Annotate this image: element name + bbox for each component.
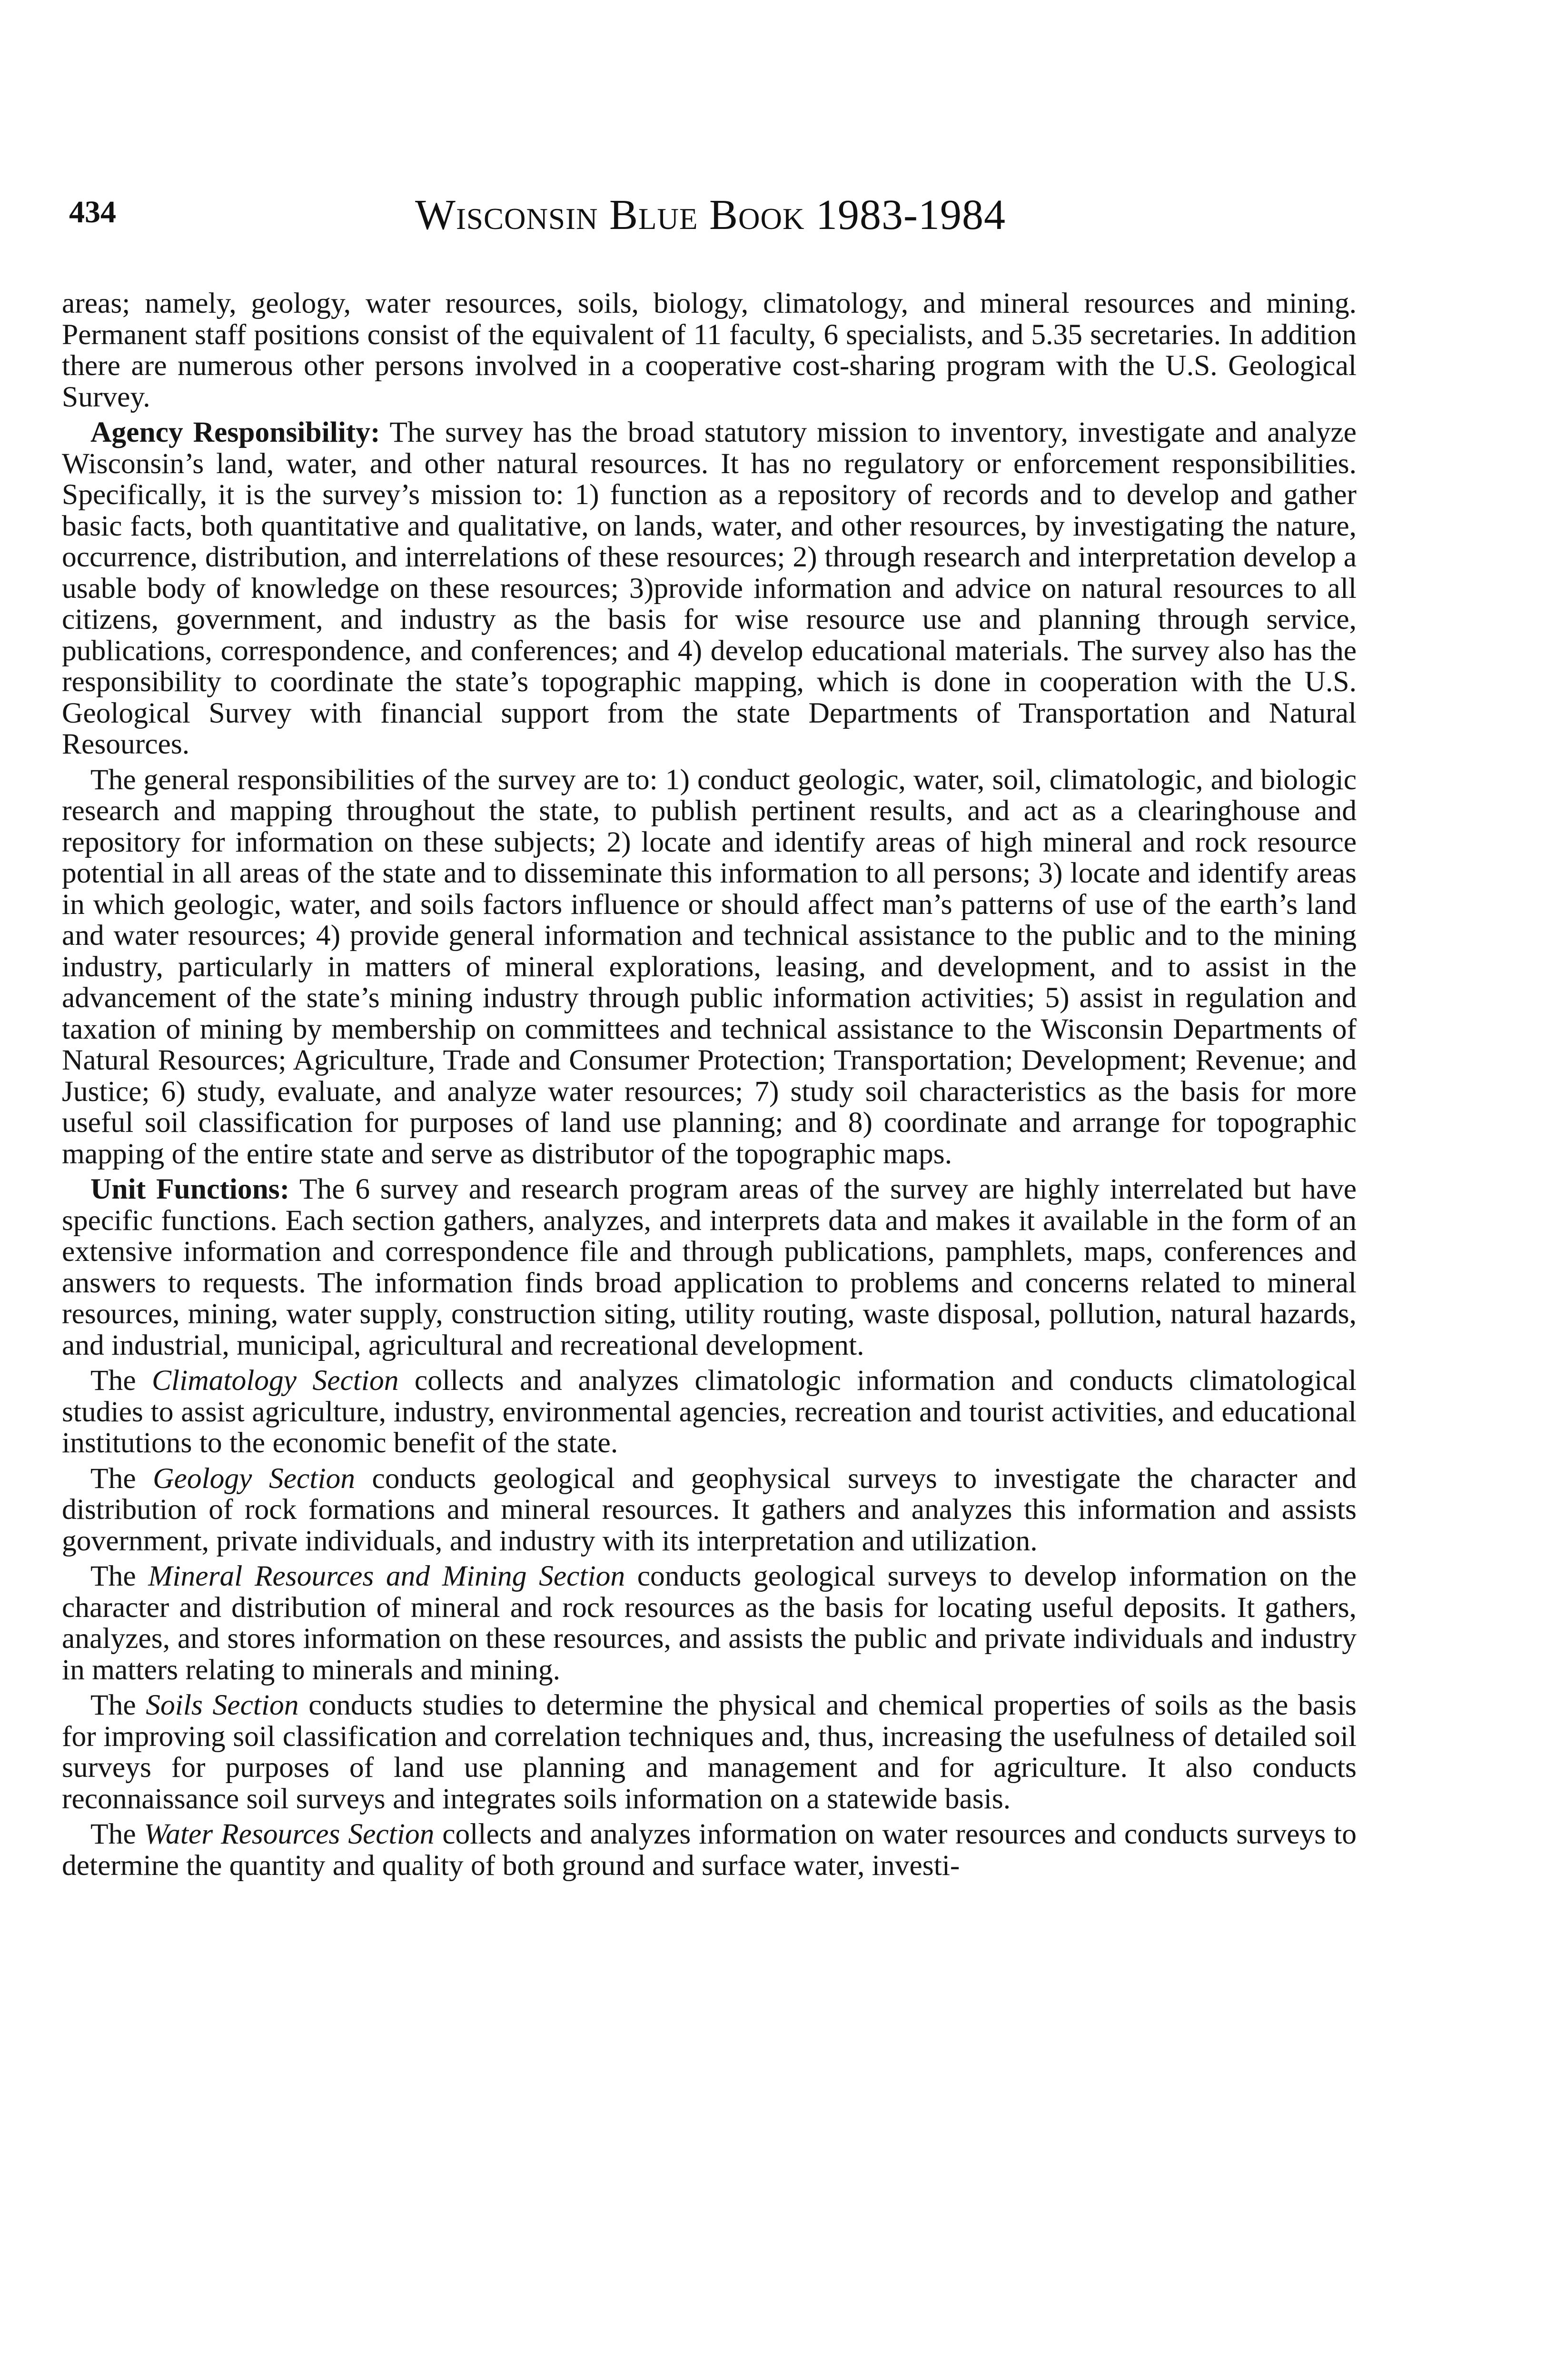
paragraph-text: collects and analyzes climatologic information and conducts climatological studies to assist agriculture, industry, environmental agencies, recreation and tourist activities, and educational institutions to the economic benefit of the state. [62,1364,1357,1459]
page-header [69,190,1354,243]
paragraph-text: The [90,1364,152,1397]
paragraph-staff [62,288,1357,413]
section-name: Mineral Resources and Mining Section [148,1560,625,1592]
paragraph-text: The [90,1462,153,1495]
paragraph-soils-section [62,1690,1357,1815]
paragraph-text: The survey has the broad statutory mission to inventory, investigate and analyze Wisconsin’s land, water, and other natural resources. It has no regulatory or enforcement responsibilities. Specifically, it is the survey’s mission to: 1) function as a repository of records and to develop and gather basic facts, both quantitative and qualitative, on lands, water, and other resources, by investigating the nature, occurrence, distribution, and interrelations of these resources; 2) through research and interpretation develop a usable body of knowledge on these resources; 3)provide information and advice on natural resources to all citizens, government, and industry as the basis for wise resource use and planning through service, publications, correspondence, and conferences; and 4) develop educational materials. The survey also has the responsibility to coordinate the state’s topographic mapping, which is done in cooperation with the U.S. Geological Survey with financial support from the state Departments of Transportation and Natural Resources. [62,416,1357,760]
page-number: 434 [69,195,116,229]
section-name: Water Resources Section [144,1818,435,1850]
paragraph-climatology-section [62,1365,1357,1459]
paragraph-lead-heading: Agency Responsibility: [90,416,380,448]
paragraph-lead-heading: Unit Functions: [90,1173,290,1205]
paragraph-text: conducts geological and geophysical surveys to investigate the character and distribution of rock formations and mineral resources. It gathers and analyzes this information and assists government, private individuals, and industry with its interpretation and utilization. [62,1462,1357,1557]
section-name: Geology Section [153,1462,356,1495]
paragraph-text: collects and analyzes information on water resources and conducts surveys to determine the quantity and quality of both ground and surface water, investi- [62,1818,1357,1882]
paragraph-text: conducts geological surveys to develop information on the character and distribution of mineral and rock resources as the basis for locating useful deposits. It gathers, analyzes, and stores information on these resources, and assists the public and private individuals and industry in matters relating to minerals and mining. [62,1560,1357,1686]
paragraph-text: The 6 survey and research program areas of the survey are highly interrelated but have specific functions. Each section gathers, analyzes, and interprets data and makes it available in the form of an extensive information and correspondence file and through publications, pamphlets, maps, conferences and answers to requests. The information finds broad application to problems and concerns related to mineral resources, mining, water supply, construction siting, utility routing, waste disposal, pollution, natural hazards, and industrial, municipal, agricultural and recreational development. [62,1173,1357,1361]
section-name: Climatology Section [152,1364,399,1397]
paragraph-text: The [90,1689,146,1721]
paragraph-water-resources-section [62,1819,1357,1881]
section-name: Soils Section [146,1689,299,1721]
paragraph-text: conducts studies to determine the physical and chemical properties of soils as the basis for improving soil classification and correlation techniques and, thus, increasing the usefulness of detailed soil surveys for purposes of land use planning and management and for agriculture. It also conducts reconnaissance soil surveys and integrates soils information on a statewide basis. [62,1689,1357,1815]
running-title: Wisconsin Blue Book 1983-1984 [415,191,1006,238]
paragraph-geology-section [62,1463,1357,1557]
paragraph-agency-responsibility [62,417,1357,760]
paragraph-unit-functions [62,1174,1357,1361]
paragraph-mineral-resources-section [62,1561,1357,1686]
body-text [62,288,1357,1885]
paragraph-text: The [90,1560,149,1592]
paragraph-text: The general responsibilities of the survey are to: 1) conduct geologic, water, soil, climatologic, and biologic research and mapping throughout the state, to publish pertinent results, and act as a clearinghouse and repository for information on these subjects; 2) locate and identify areas of high mineral and rock resource potential in all areas of the state and to disseminate this information to all persons; 3) locate and identify areas in which geologic, water, and soils factors influence or should affect man’s patterns of use of the earth’s land and water resources; 4) provide general information and technical assistance to the public and to the mining industry, particularly in matters of mineral explorations, leasing, and development, and to assist in the advancement of the state’s mining industry through public information activities; 5) assist in regulation and taxation of mining by membership on committees and technical assistance to the Wisconsin Departments of Natural Resources; Agriculture, Trade and Consumer Protection; Transportation; Development; Revenue; and Justice; 6) study, evaluate, and analyze water resources; 7) study soil characteristics as the basis for more useful soil classification for purposes of land use planning; and 8) coordinate and arrange for topographic mapping of the entire state and serve as distributor of the topographic maps. [62,763,1357,1170]
paragraph-text: areas; namely, geology, water resources, soils, biology, climatology, and mineral resources and mining. Permanent staff positions consist of the equivalent of 11 faculty, 6 specialists, and 5.35 secretaries. In addition there are numerous other persons involved in a cooperative cost-sharing program with the U.S. Geological Survey. [62,287,1357,413]
paragraph-general-responsibilities [62,764,1357,1170]
paragraph-text: The [90,1818,144,1850]
